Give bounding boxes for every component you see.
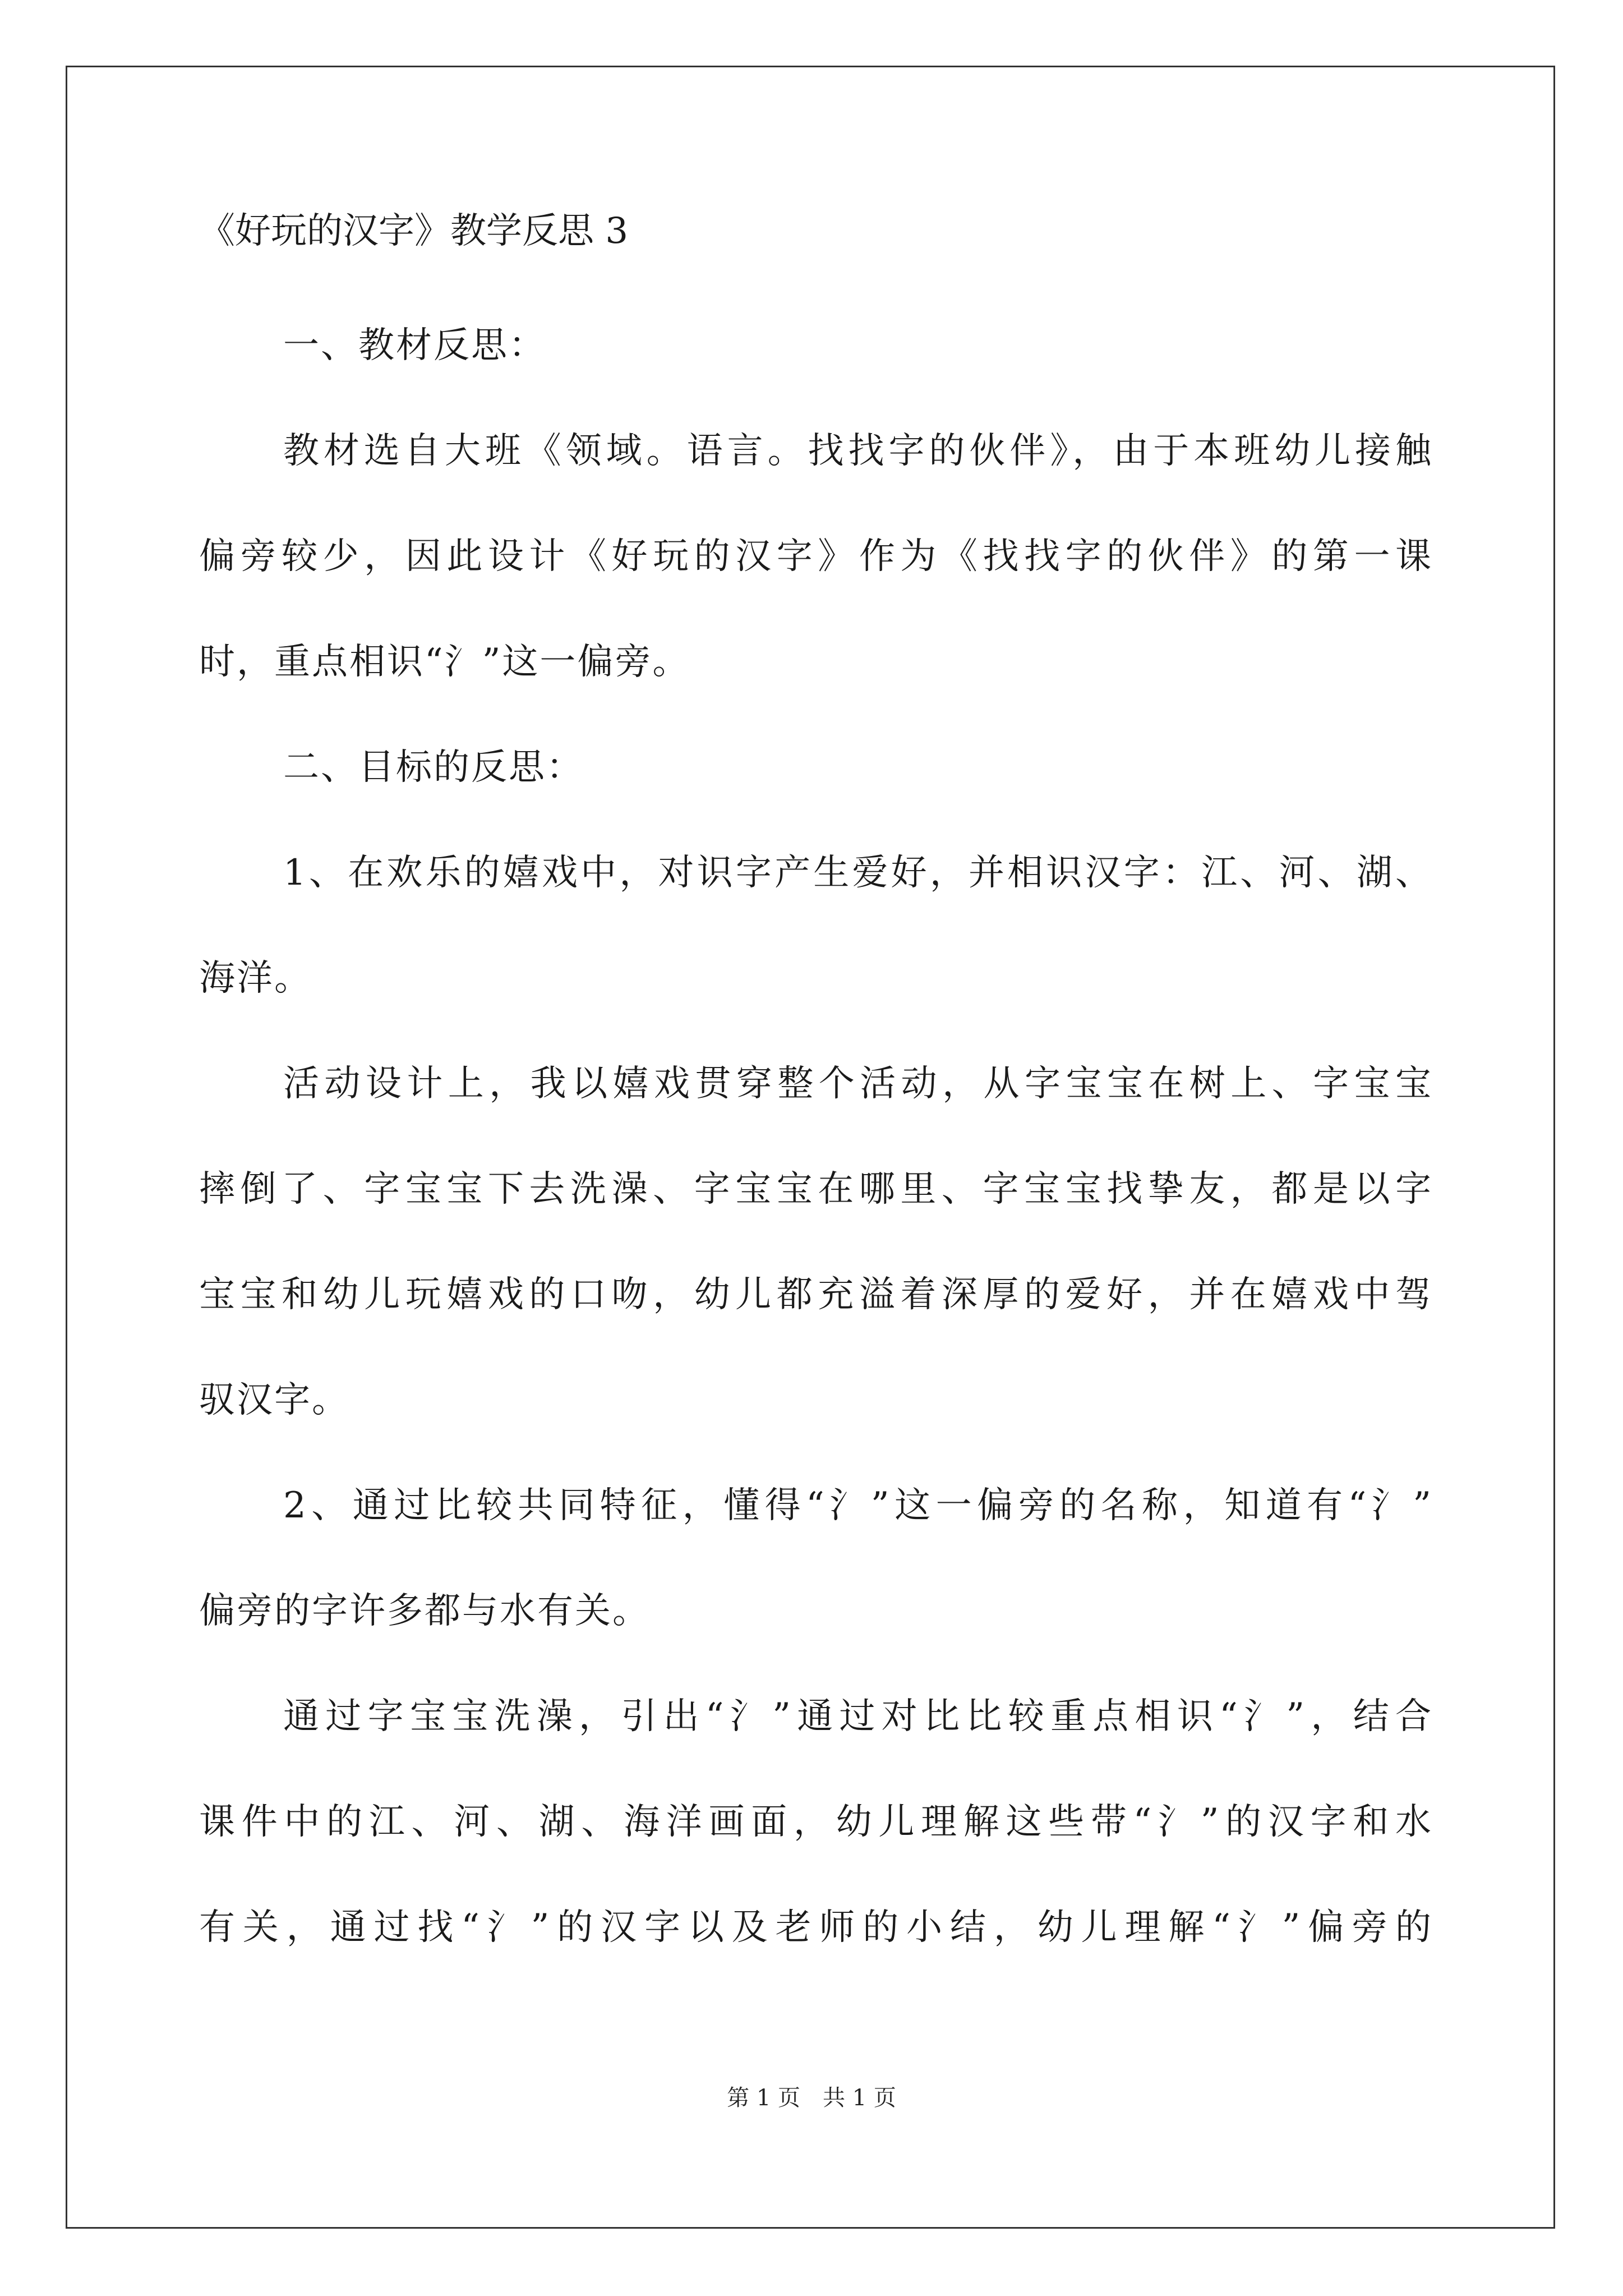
page-total: 共 1 页 (823, 2085, 896, 2111)
page-footer (0, 2080, 1623, 2112)
paragraph-activity-design (199, 1031, 1433, 1453)
page-number: 第 1 页 (727, 2085, 800, 2111)
paragraph-goal-2 (199, 1453, 1433, 1664)
paragraph-textbook-heading (199, 293, 1433, 398)
paragraph-line: 宝宝和幼儿玩嬉戏的口吻，幼儿都充溢着深厚的爱好，并在嬉戏中驾 (199, 1274, 1433, 1315)
paragraph-line: 有关，通过找“氵”的汉字以及老师的小结，幼儿理解“氵”偏旁的 (199, 1907, 1433, 1948)
paragraph-line: 海洋。 (199, 958, 312, 999)
paragraph-goal-1 (199, 820, 1433, 1031)
document-title: 《好玩的汉字》教学反思 3 (199, 210, 629, 252)
paragraph-line: 一、教材反思： (283, 325, 546, 366)
paragraph-line: 偏旁的字许多都与水有关。 (199, 1590, 650, 1632)
paragraph-bathing-activity (199, 1664, 1433, 1980)
paragraph-textbook-body (199, 398, 1433, 715)
paragraph-line: 通过字宝宝洗澡，引出“氵”通过对比比较重点相识“氵”，结合 (283, 1696, 1433, 1737)
paragraph-line: 偏旁较少，因此设计《好玩的汉字》作为《找找字的伙伴》的第一课 (199, 536, 1433, 577)
paragraph-line: 活动设计上，我以嬉戏贯穿整个活动，从字宝宝在树上、字宝宝 (283, 1063, 1433, 1105)
paragraph-line: 课件中的江、河、湖、海洋画面，幼儿理解这些带“氵”的汉字和水 (199, 1801, 1433, 1843)
document-body (199, 210, 1433, 1980)
paragraph-goals-heading (199, 715, 1433, 820)
paragraph-line: 驭汉字。 (199, 1379, 349, 1421)
paragraph-line: 时，重点相识“氵”这一偏旁。 (199, 641, 690, 683)
paragraph-line: 二、目标的反思： (283, 747, 584, 788)
paragraph-line: 1、在欢乐的嬉戏中，对识字产生爱好，并相识汉字：江、河、湖、 (283, 852, 1433, 894)
paragraph-line: 摔倒了、字宝宝下去洗澡、字宝宝在哪里、字宝宝找挚友，都是以字 (199, 1168, 1433, 1210)
paragraph-line: 2、通过比较共同特征，懂得“氵”这一偏旁的名称，知道有“氵” (283, 1485, 1433, 1526)
paragraph-line: 教材选自大班《领域。语言。找找字的伙伴》，由于本班幼儿接触 (283, 430, 1433, 472)
